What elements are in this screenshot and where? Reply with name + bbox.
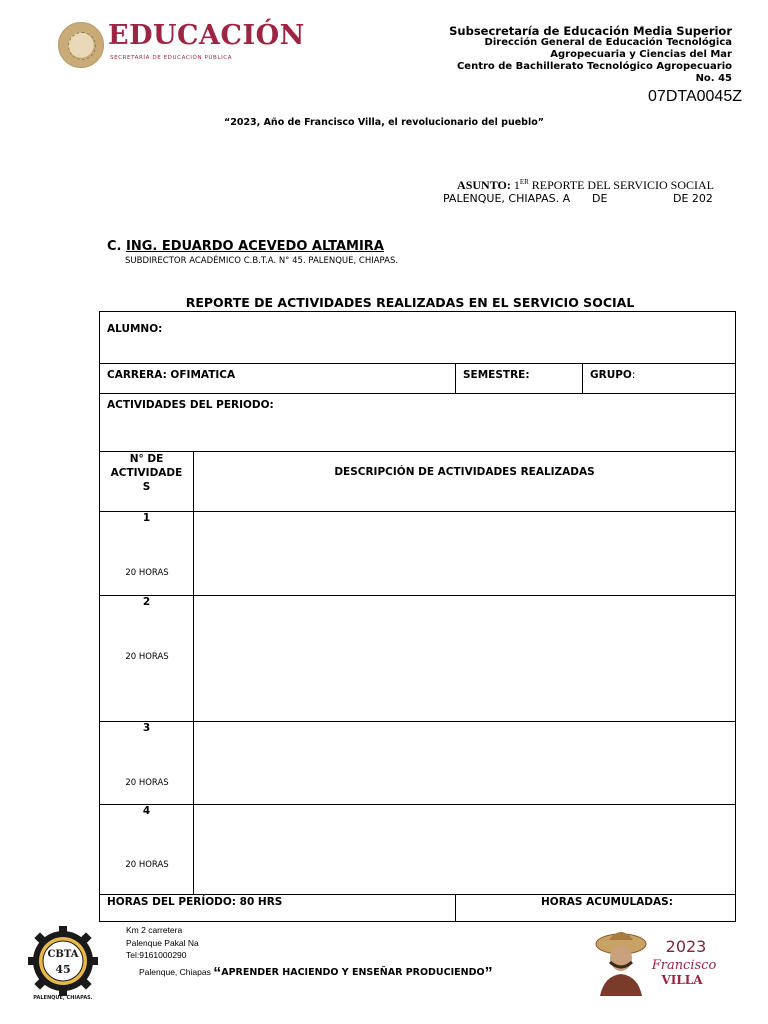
address-line-3: Tel:9161000290 xyxy=(126,950,187,960)
cbta-logo-text: CBTA xyxy=(47,949,79,960)
activity-row-3-description[interactable] xyxy=(194,722,736,805)
activity-number: 1 xyxy=(142,512,151,524)
activity-number-header xyxy=(100,452,194,512)
cbta-logo-caption: PALENQUE, CHIAPAS. xyxy=(33,995,93,1000)
activity-row-1-number xyxy=(100,512,194,596)
semester-label: SEMESTRE: xyxy=(463,369,530,381)
activity-number-header-line2: ACTIVIDADE xyxy=(110,467,183,479)
address-line-2: Palenque Pakal Na xyxy=(126,937,199,948)
activity-row-1-description[interactable] xyxy=(194,512,736,596)
year-motto: “2023, Año de Francisco Villa, el revolucionario del pueblo” xyxy=(223,117,544,128)
school-address xyxy=(126,924,199,962)
accumulated-hours-label: HORAS ACUMULADAS: xyxy=(541,896,673,908)
period-activities-label: ACTIVIDADES DEL PERIODO: xyxy=(107,399,274,411)
francisco-villa-2023-logo xyxy=(594,924,724,996)
header-line-2: Dirección General de Educación Tecnológica xyxy=(484,37,732,48)
header-line-1: Subsecretaría de Educación Media Superior xyxy=(449,24,732,38)
student-label: ALUMNO: xyxy=(107,323,163,335)
activity-hours: 20 HORAS xyxy=(125,568,169,578)
semester-field[interactable] xyxy=(456,364,583,394)
subject-label: ASUNTO: xyxy=(457,178,511,192)
school-code: 07DTA0045Z xyxy=(648,88,742,105)
recipient-name-text: ING. EDUARDO ACEVEDO ALTAMIRA xyxy=(126,239,384,254)
period-activities-field[interactable] xyxy=(100,394,736,452)
cbta-logo-number: 45 xyxy=(55,963,71,976)
report-title: REPORTE DE ACTIVIDADES REALIZADAS EN EL SERVICIO SOCIAL xyxy=(185,295,635,310)
student-field[interactable] xyxy=(100,312,736,364)
activity-number: 2 xyxy=(142,596,151,608)
description-header xyxy=(194,452,736,512)
recipient-position: SUBDIRECTOR ACADÉMICO C.B.T.A. N° 45. PALENQUE, CHIAPAS. xyxy=(125,256,399,266)
career-field[interactable] xyxy=(100,364,456,394)
school-slogan: APRENDER HACIENDO Y ENSEÑAR PRODUCIENDO xyxy=(221,967,485,978)
activity-row-2-number xyxy=(100,596,194,722)
cbta-logo xyxy=(24,924,102,1000)
activity-number-header-line3: S xyxy=(142,481,151,493)
description-header-text: DESCRIPCIÓN DE ACTIVIDADES REALIZADAS xyxy=(334,466,595,478)
activity-row-2-description[interactable] xyxy=(194,596,736,722)
institution-header xyxy=(449,25,732,85)
accumulated-hours-field[interactable] xyxy=(456,895,736,922)
group-colon: : xyxy=(631,369,636,381)
subject-line xyxy=(457,178,714,193)
date-de-2: DE 202 xyxy=(673,192,713,205)
subject-ordinal-suffix: ER xyxy=(519,178,529,186)
education-logo-subtitle: SECRETARÍA DE EDUCACIÓN PÚBLICA xyxy=(110,55,233,61)
activities-table xyxy=(99,311,736,922)
activity-row-4-description[interactable] xyxy=(194,805,736,895)
career-label: CARRERA: OFIMATICA xyxy=(107,369,236,381)
villa-year: 2023 xyxy=(665,937,707,956)
quote-open: “ xyxy=(213,965,222,982)
header-line-5: No. 45 xyxy=(695,73,732,84)
subject-text: REPORTE DEL SERVICIO SOCIAL xyxy=(528,178,714,192)
group-label: GRUPO xyxy=(590,369,632,381)
period-hours-cell xyxy=(100,895,456,922)
address-line-1: Km 2 carretera xyxy=(126,925,183,935)
sep-seal-icon xyxy=(58,22,104,68)
place-text: PALENQUE, CHIAPAS. A xyxy=(443,192,571,205)
activity-hours: 20 HORAS xyxy=(125,860,169,870)
activity-number: 3 xyxy=(142,722,151,734)
education-logo-text: EDUCACIÓN xyxy=(108,20,305,51)
group-field[interactable] xyxy=(583,364,736,394)
period-hours-text: HORAS DEL PERÍODO: 80 HRS xyxy=(107,896,283,908)
activity-number-header-line1: N° DE xyxy=(129,453,164,465)
date-de-1: DE xyxy=(592,192,608,205)
activity-hours: 20 HORAS xyxy=(125,652,169,662)
school-slogan-line xyxy=(139,962,493,980)
villa-name-1: Francisco xyxy=(651,958,717,973)
subject-ordinal: 1 xyxy=(513,178,520,192)
activity-row-4-number xyxy=(100,805,194,895)
recipient-prefix: C. xyxy=(107,239,122,254)
header-line-3: Agropecuaria y Ciencias del Mar xyxy=(550,49,732,60)
header-line-4: Centro de Bachillerato Tecnológico Agropecuario xyxy=(456,61,732,72)
activity-number: 4 xyxy=(142,805,151,817)
quote-close: ” xyxy=(484,965,493,982)
activity-hours: 20 HORAS xyxy=(125,778,169,788)
villa-name-2: VILLA xyxy=(661,973,703,987)
activity-row-3-number xyxy=(100,722,194,805)
recipient-name xyxy=(107,239,384,254)
footer-city: Palenque, Chiapas xyxy=(139,967,211,977)
